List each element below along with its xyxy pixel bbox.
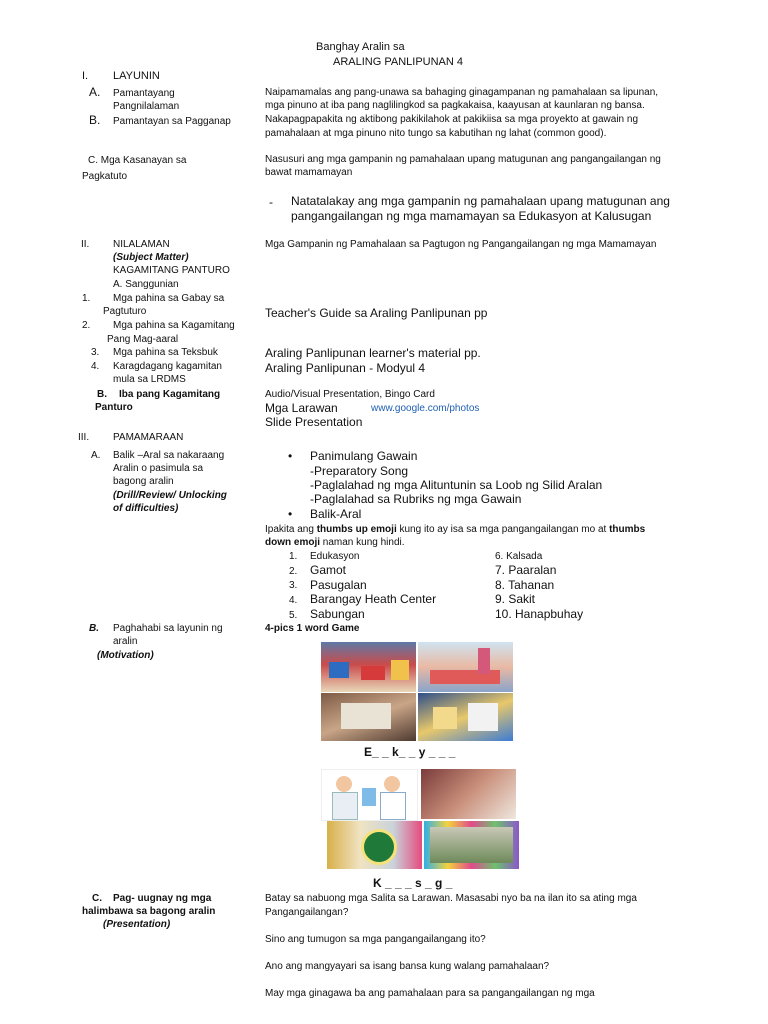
s2-item1-a: Mga pahina sa Gabay sa — [113, 293, 225, 304]
pan-item1: -Preparatory Song — [310, 464, 409, 478]
s1c-label1: C. Mga Kasanayan sa — [88, 155, 187, 166]
question-2: Ano ang mangyayari sa isang bansa kung walang pamahalaan? — [265, 961, 550, 972]
list-item: 6. Kalsada — [495, 551, 543, 562]
s3c-letter: C. — [92, 893, 102, 904]
modyul: Araling Panlipunan - Modyul 4 — [265, 361, 426, 375]
s1a-letter: A. — [89, 85, 101, 99]
learners-material: Araling Panlipunan learner's material pp. — [265, 346, 481, 360]
list-item-number: 4. — [289, 595, 298, 606]
s1c-text2: bawat mamamayan — [265, 167, 353, 178]
s1a-text1: Naipamamalas ang pang-unawa sa bahaging ginagampanan ng pamahalaan sa lipunan, — [265, 87, 659, 98]
panimulang-gawain: • Panimulang Gawain — [310, 449, 417, 464]
s2-item2-a: Mga pahina sa Kagamitang — [113, 320, 235, 331]
question-1: Sino ang tumugon sa mga pangangailangang ito? — [265, 934, 486, 945]
google-photos-link[interactable]: www.google.com/photos — [371, 403, 480, 414]
s1c-objective2: pangangailangan ng mga mamamayan sa Edukasyon at Kalusugan — [291, 209, 652, 223]
four-pics-game-label: 4-pics 1 word Game — [265, 623, 360, 634]
sanggunian: A. Sanggunian — [113, 279, 179, 290]
list-item: Barangay Heath Center — [310, 592, 437, 606]
s3c-text1: Batay sa nabuong mga Salita sa Larawan. Masasabi nyo ba na ilan ito sa ating mga — [265, 893, 637, 904]
s3a-label3: bagong aralin — [113, 476, 174, 487]
instruction-line2: down emoji naman kung hindi. — [265, 537, 405, 548]
slide-presentation: Slide Presentation — [265, 415, 363, 429]
students-photo — [418, 642, 513, 692]
header-line1: Banghay Aralin sa — [316, 41, 405, 53]
subject-matter: (Subject Matter) — [113, 252, 189, 263]
s1b-text2: pamahalaan at mga pinuno nito tungo sa kabutihan ng lahat (common good). — [265, 128, 607, 139]
list-item: Edukasyon — [310, 551, 360, 562]
list-item: Sabungan — [310, 607, 365, 621]
s3c-label1: Pag- uugnay ng mga — [113, 893, 212, 904]
teacher-photo — [321, 693, 416, 741]
puzzle-word-1: E_ _ k_ _ y _ _ _ — [364, 745, 456, 759]
section1-title: LAYUNIN — [113, 70, 160, 82]
doctor-nurse-cartoon — [321, 769, 418, 821]
s2-itemb-b: Panturo — [95, 402, 133, 413]
s3c-italic: (Presentation) — [103, 919, 171, 930]
section3-title: PAMAMARAAN — [113, 432, 184, 443]
s2-item4-number: 4. — [91, 361, 100, 372]
s3a-italic2: of difficulties) — [113, 503, 179, 514]
list-item: 8. Tahanan — [495, 578, 555, 592]
list-item: Pasugalan — [310, 578, 367, 592]
section2-title: NILALAMAN — [113, 239, 170, 250]
s1c-dash: - — [269, 195, 273, 209]
pan-item2: -Paglalahad ng mga Alituntunin sa Loob ng Silid Aralan — [310, 478, 603, 492]
s1b-letter: B. — [89, 113, 101, 127]
s3a-letter: A. — [91, 450, 101, 461]
section2-number: II. — [81, 239, 90, 250]
s1b-text1: Nakapagpapakita ng aktibong pakikilahok at pakikiisa sa mga proyekto at gawain ng — [265, 114, 639, 125]
classroom-photo — [321, 642, 416, 692]
s2-item3: Mga pahina sa Teksbuk — [113, 347, 218, 358]
list-item: Gamot — [310, 563, 347, 577]
section3-number: III. — [78, 432, 90, 443]
section1-number: I. — [82, 70, 89, 82]
s3c-label2: halimbawa sa bagong aralin — [82, 906, 216, 917]
s2-item1-b: Pagtuturo — [103, 306, 147, 317]
s2-item2-number: 2. — [82, 320, 91, 331]
medical-mission-photo — [424, 821, 519, 869]
s2-item4-a: Karagdagang kagamitan — [113, 361, 222, 372]
s2-content: Mga Gampanin ng Pamahalaan sa Pagtugon ng Pangangailangan ng mga Mamamayan — [265, 239, 657, 250]
header-line2: ARALING PANLIPUNAN 4 — [333, 56, 464, 68]
mga-larawan: Mga Larawan — [265, 401, 338, 415]
kagamitang-panturo: KAGAMITANG PANTURO — [113, 265, 230, 276]
s1a-text2: mga pinuno at iba pang naglilingkod sa pagkakaisa, kaayusan at kaunlaran ng bansa. — [265, 100, 645, 111]
s2-item2-b: Pang Mag-aaral — [107, 334, 179, 345]
s1a-label2: Pangnilalaman — [113, 101, 180, 112]
s1c-text1: Nasusuri ang mga gampanin ng pamahalaan upang matugunan ang pangangailangan ng — [265, 154, 661, 165]
list-item-number: 1. — [289, 551, 298, 562]
list-item-number: 3. — [289, 580, 298, 591]
s3b-label1: Paghahabi sa layunin ng — [113, 623, 223, 634]
s1a-label1: Pamantayang — [113, 88, 175, 99]
health-seal-photo — [327, 821, 422, 869]
s2-itemb-a: Iba pang Kagamitang — [119, 389, 221, 400]
s3a-label1: Balik –Aral sa nakaraang — [113, 450, 225, 461]
puzzle-word-2: K _ _ _ s _ g _ — [373, 876, 453, 890]
reading-students-photo — [418, 693, 513, 741]
s2-item4-b: mula sa LRDMS — [113, 374, 186, 385]
list-item-number: 2. — [289, 566, 298, 577]
patient-photo — [421, 769, 516, 819]
s3a-label2: Aralin o pasimula sa — [113, 463, 204, 474]
s3a-italic1: (Drill/Review/ Unlocking — [113, 490, 227, 501]
s2-itemb-letter: B. — [97, 389, 107, 400]
list-item: 9. Sakit — [495, 592, 536, 606]
instruction-line1: Ipakita ang thumbs up emoji kung ito ay isa sa mga pangangailangan mo at thumbs — [265, 524, 646, 535]
balik-aral: • Balik-Aral — [310, 507, 361, 522]
s3c-text2: Pangangailangan? — [265, 907, 349, 918]
s1c-label2: Pagkatuto — [82, 171, 128, 182]
list-item: 10. Hanapbuhay — [495, 607, 584, 621]
s2-item3-number: 3. — [91, 347, 100, 358]
question-3: May mga ginagawa ba ang pamahalaan para sa pangangailangan ng mga — [265, 988, 595, 999]
s3b-italic: (Motivation) — [97, 650, 154, 661]
s3b-label2: aralin — [113, 636, 138, 647]
s2-item1-number: 1. — [82, 293, 91, 304]
list-item: 7. Paaralan — [495, 563, 557, 577]
s3b-letter: B. — [89, 623, 99, 634]
audio-visual: Audio/Visual Presentation, Bingo Card — [265, 389, 435, 400]
teachers-guide: Teacher's Guide sa Araling Panlipunan pp — [265, 306, 488, 320]
list-item-number: 5. — [289, 610, 298, 621]
s1b-label: Pamantayan sa Pagganap — [113, 116, 231, 127]
pan-item3: -Paglalahad sa Rubriks ng mga Gawain — [310, 492, 522, 506]
s1c-objective1: Natatalakay ang mga gampanin ng pamahalaan upang matugunan ang — [291, 194, 670, 208]
